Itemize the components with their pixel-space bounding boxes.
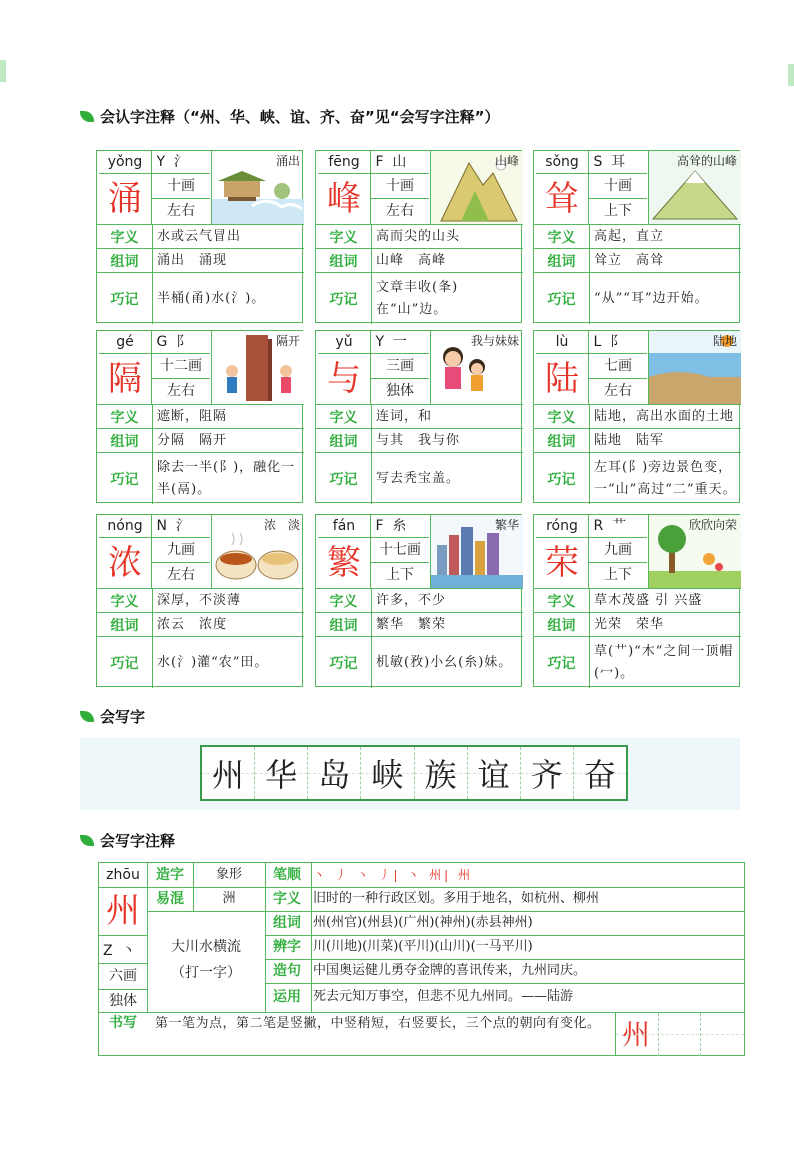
- card-strokes: 十画: [371, 174, 429, 199]
- card-pinyin: fēng: [318, 151, 371, 174]
- card-picture-caption: 陆地: [712, 334, 737, 348]
- label-distinguish: 辨字: [273, 939, 301, 955]
- card-header: [534, 331, 741, 404]
- card-header: [534, 515, 741, 588]
- card-pinyin: nóng: [99, 515, 152, 538]
- card-tip: 机敏(敄)小幺(糸)妹。: [376, 654, 513, 670]
- card-header: [316, 151, 523, 224]
- detail-words: 州(州官)(州县)(广州)(神州)(赤县神州): [313, 915, 533, 930]
- detail-structure: 独体: [109, 993, 137, 1009]
- detail-meaning: 旧时的一种行政区划。多用于地名，如杭州、柳州: [313, 891, 600, 906]
- label-tip: 巧记: [97, 637, 153, 688]
- card-picture-caption: 繁华: [494, 518, 519, 532]
- write-char: 族: [424, 756, 457, 794]
- page-edge-mark-left: [0, 60, 6, 82]
- card-meaning-row: [316, 404, 523, 429]
- card-structure: 左右: [386, 203, 414, 219]
- label-tip: 巧记: [97, 453, 153, 504]
- char-card-涌: [96, 150, 303, 323]
- write-char: 奋: [583, 756, 616, 794]
- card-meaning: 陆地，高出水面的土地: [594, 409, 735, 424]
- card-letter: L: [593, 334, 602, 350]
- label-tip: 巧记: [534, 637, 590, 688]
- card-radical: 一: [392, 334, 407, 350]
- write-char: 峡: [371, 756, 404, 794]
- write-char-cell: [415, 747, 468, 799]
- label-words: 组词: [316, 429, 372, 453]
- card-words: 浓云 浓度: [157, 617, 228, 632]
- section-title-write-notes: [80, 830, 175, 851]
- card-header: [534, 151, 741, 224]
- card-tip-row: [97, 452, 304, 504]
- card-tip: “从”“耳”边开始。: [594, 290, 709, 306]
- card-pinyin: yǒng: [99, 151, 152, 174]
- card-tip: 写去秃宝盖。: [376, 470, 461, 486]
- label-confuse: 易混: [156, 891, 184, 907]
- mountain-icon: [430, 151, 523, 224]
- card-meaning-row: [534, 224, 741, 249]
- card-structure: 上下: [386, 567, 414, 583]
- card-meaning: 水或云气冒出: [157, 229, 242, 244]
- card-tip: 除去一半(阝)，融化一半(鬲)。: [157, 459, 296, 497]
- card-words-row: [316, 612, 523, 637]
- card-pinyin: yǔ: [318, 331, 371, 354]
- card-meaning: 遮断，阻隔: [157, 409, 228, 424]
- card-tip-row: [316, 272, 523, 324]
- card-picture-caption: 欣欣向荣: [688, 518, 737, 532]
- card-header: [316, 331, 523, 404]
- kids-icon: [430, 331, 523, 404]
- detail-stroke-order: 丶 丿 丶 丿| 丶 州| 州: [313, 868, 473, 882]
- card-radical: 耳: [611, 154, 626, 170]
- card-words-row: [97, 612, 304, 637]
- label-meaning: 字义: [316, 225, 372, 249]
- card-words: 与其 我与你: [376, 433, 461, 448]
- land-icon: [648, 331, 741, 404]
- card-structure: 上下: [604, 567, 632, 583]
- write-char: 岛: [318, 756, 351, 794]
- card-picture-caption: 我与妹妹: [470, 334, 519, 348]
- card-words-row: [97, 428, 304, 453]
- card-character: 峰: [318, 174, 371, 224]
- detail-strokes: 六画: [109, 968, 137, 984]
- card-strokes: 十二画: [152, 354, 210, 379]
- card-meaning: 深厚，不淡薄: [157, 593, 242, 608]
- card-meaning: 连词，和: [376, 409, 433, 424]
- card-radical: 山: [392, 154, 407, 170]
- detail-usage: 死去元知万事空，但悲不见九州同。——陆游: [313, 989, 574, 1004]
- card-radical: 氵: [175, 518, 190, 534]
- card-tip: 左耳(阝)旁边景色变，一“山”高过“二”重天。: [594, 459, 737, 497]
- card-character: 隔: [99, 354, 152, 404]
- card-index: [371, 151, 429, 174]
- write-char-cell: [308, 747, 361, 799]
- write-char-cell: [521, 747, 574, 799]
- label-meaning: 字义: [97, 225, 153, 249]
- card-strokes: 七画: [589, 354, 647, 379]
- card-meaning: 许多，不少: [376, 593, 447, 608]
- card-picture-caption: 浓 淡: [263, 518, 300, 532]
- label-words: 组词: [534, 613, 590, 637]
- card-tip-row: [316, 636, 523, 688]
- card-structure: 左右: [167, 203, 195, 219]
- label-tip: 巧记: [316, 453, 372, 504]
- label-meaning: 字义: [534, 589, 590, 613]
- card-words: 分隔 隔开: [157, 433, 228, 448]
- card-tip-row: [316, 452, 523, 504]
- card-words-row: [534, 428, 741, 453]
- card-index: [371, 331, 429, 354]
- write-char-cell: [202, 747, 255, 799]
- label-tip: 巧记: [316, 637, 372, 688]
- card-letter: G: [156, 334, 168, 350]
- card-meaning-row: [316, 224, 523, 249]
- write-char-cell: [361, 747, 414, 799]
- char-card-陆: [533, 330, 740, 503]
- card-tip-row: [97, 636, 304, 688]
- label-words: 组词: [97, 613, 153, 637]
- label-meaning: 字义: [97, 589, 153, 613]
- write-char-cell: [574, 747, 626, 799]
- label-write: 书写: [109, 1015, 137, 1031]
- card-meaning: 高起，直立: [594, 229, 665, 244]
- char-card-隔: [96, 330, 303, 503]
- practice-character: 州: [621, 1018, 650, 1051]
- write-char: 州: [212, 756, 245, 794]
- write-char: 华: [265, 756, 298, 794]
- write-char-cell: [468, 747, 521, 799]
- card-tip: 水(氵)灌“农”田。: [157, 654, 269, 670]
- char-card-耸: [533, 150, 740, 323]
- card-letter: F: [375, 518, 384, 534]
- card-letter: Y: [156, 154, 166, 170]
- card-tip-row: [534, 636, 741, 688]
- detail-confuse: 洲: [222, 891, 236, 906]
- card-index: [589, 331, 647, 354]
- card-index: [589, 151, 647, 174]
- card-structure: 左右: [167, 567, 195, 583]
- card-pinyin: lù: [536, 331, 589, 354]
- card-meaning-row: [316, 588, 523, 613]
- card-tip: 半桶(甬)水(氵)。: [157, 290, 266, 306]
- detail-riddle-line1: 大川水横流: [171, 939, 241, 955]
- label-words: 组词: [316, 613, 372, 637]
- section-title-text: 会写字注释: [100, 832, 176, 850]
- card-letter: N: [156, 518, 167, 534]
- detail-distinguish: 川(川地)(川菜)(平川)(山川)(一马平川): [313, 939, 533, 954]
- card-structure: 左右: [167, 383, 195, 399]
- tea-icon: [211, 515, 304, 588]
- card-tip-row: [534, 272, 741, 324]
- label-words: 组词: [97, 249, 153, 273]
- label-meaning: 字义: [534, 405, 590, 429]
- detail-character: 州: [106, 891, 140, 931]
- card-words-row: [534, 248, 741, 273]
- card-letter: S: [593, 154, 603, 170]
- label-meaning: 字义: [273, 891, 301, 907]
- detail-index: [103, 939, 147, 963]
- write-characters-grid: [200, 745, 628, 801]
- label-words: 组词: [316, 249, 372, 273]
- card-letter: F: [375, 154, 384, 170]
- tree-icon: [648, 515, 741, 588]
- detail-letter: Z: [103, 943, 113, 959]
- card-meaning-row: [97, 224, 304, 249]
- card-picture-caption: 涌出: [275, 154, 300, 168]
- card-header: [97, 331, 304, 404]
- card-radical: 糸: [392, 518, 407, 534]
- card-strokes: 九画: [152, 538, 210, 563]
- card-meaning: 高而尖的山头: [376, 229, 461, 244]
- label-meaning: 字义: [97, 405, 153, 429]
- page-edge-mark-right: [788, 64, 794, 86]
- card-character: 荣: [536, 538, 589, 588]
- write-char: 谊: [477, 756, 510, 794]
- detail-radical: 丶: [121, 943, 136, 959]
- label-order: 笔顺: [273, 867, 301, 883]
- label-tip: 巧记: [534, 453, 590, 504]
- card-structure: 独体: [386, 383, 414, 399]
- detail-write-tip: 第一笔为点，第二笔是竖撇，中竖稍短，右竖要长，三个点的朝向有变化。: [155, 1016, 601, 1031]
- label-tip: 巧记: [316, 273, 372, 324]
- card-pinyin: róng: [536, 515, 589, 538]
- card-strokes: 三画: [371, 354, 429, 379]
- card-strokes: 十七画: [371, 538, 429, 563]
- char-card-浓: [96, 514, 303, 687]
- card-header: [97, 151, 304, 224]
- card-structure: 左右: [604, 383, 632, 399]
- card-words-row: [97, 248, 304, 273]
- card-character: 与: [318, 354, 371, 404]
- card-radical: 氵: [173, 154, 188, 170]
- card-radical: 阝: [610, 334, 625, 350]
- card-index: [371, 515, 429, 538]
- detail-origin: 象形: [215, 867, 242, 882]
- char-card-峰: [315, 150, 522, 323]
- card-index: [589, 515, 647, 538]
- peak-icon: [648, 151, 741, 224]
- card-words-row: [316, 428, 523, 453]
- section-title-recognize: [80, 106, 499, 127]
- card-radical: 艹: [612, 518, 627, 534]
- wall-icon: [211, 331, 304, 404]
- card-meaning-row: [97, 404, 304, 429]
- detail-sentence: 中国奥运健儿勇夺金牌的喜讯传来，九州同庆。: [313, 963, 587, 978]
- card-pinyin: fán: [318, 515, 371, 538]
- card-tip-row: [534, 452, 741, 504]
- card-letter: Y: [375, 334, 385, 350]
- label-usage: 运用: [273, 989, 301, 1005]
- card-header: [316, 515, 523, 588]
- card-tip-row: [97, 272, 304, 324]
- character-detail-table: [98, 862, 745, 1056]
- leaf-icon: [80, 111, 94, 122]
- card-picture-caption: 隔开: [275, 334, 300, 348]
- write-char: 齐: [530, 756, 563, 794]
- card-character: 涌: [99, 174, 152, 224]
- card-pinyin: gé: [99, 331, 152, 354]
- practice-grid: [615, 1013, 743, 1056]
- label-words: 组词: [534, 429, 590, 453]
- card-strokes: 十画: [152, 174, 210, 199]
- card-character: 繁: [318, 538, 371, 588]
- pavilion-icon: [211, 151, 304, 224]
- char-card-繁: [315, 514, 522, 687]
- leaf-icon: [80, 711, 94, 722]
- card-index: [152, 331, 210, 354]
- card-words: 陆地 陆军: [594, 433, 665, 448]
- label-sentence: 造句: [273, 963, 301, 979]
- label-meaning: 字义: [316, 589, 372, 613]
- card-picture-caption: 高耸的山峰: [676, 154, 737, 168]
- card-meaning-row: [534, 588, 741, 613]
- label-origin: 造字: [156, 867, 184, 883]
- card-words: 繁华 繁荣: [376, 617, 447, 632]
- char-card-荣: [533, 514, 740, 687]
- leaf-icon: [80, 835, 94, 846]
- card-character: 陆: [536, 354, 589, 404]
- card-picture-caption: 山峰: [494, 154, 519, 168]
- label-words: 组词: [97, 429, 153, 453]
- card-character: 浓: [99, 538, 152, 588]
- card-words: 山峰 高峰: [376, 253, 447, 268]
- card-strokes: 九画: [589, 538, 647, 563]
- card-tip: 草(艹)“木”之间一顶帽(冖)。: [594, 643, 734, 681]
- detail-pinyin: zhōu: [106, 867, 140, 883]
- card-character: 耸: [536, 174, 589, 224]
- label-meaning: 字义: [534, 225, 590, 249]
- detail-riddle-line2: （打一字）: [171, 965, 241, 981]
- label-tip: 巧记: [97, 273, 153, 324]
- write-char-cell: [255, 747, 308, 799]
- section-title-text: 会认字注释: [100, 108, 176, 126]
- card-index: [152, 515, 210, 538]
- city-icon: [430, 515, 523, 588]
- card-words: 耸立 高耸: [594, 253, 665, 268]
- char-card-与: [315, 330, 522, 503]
- card-words: 光荣 荣华: [594, 617, 665, 632]
- card-radical: 阝: [176, 334, 191, 350]
- label-words: 组词: [273, 915, 301, 931]
- card-pinyin: sǒng: [536, 151, 589, 174]
- card-meaning: 草木茂盛 引 兴盛: [594, 593, 703, 608]
- card-meaning-row: [534, 404, 741, 429]
- card-words-row: [534, 612, 741, 637]
- label-words: 组词: [534, 249, 590, 273]
- card-strokes: 十画: [589, 174, 647, 199]
- card-index: [152, 151, 210, 174]
- card-header: [97, 515, 304, 588]
- card-tip: 文章丰收(夆)在“山”边。: [376, 279, 459, 317]
- section-title-text: 会写字: [100, 708, 146, 726]
- card-words: 涌出 涌现: [157, 253, 228, 268]
- card-meaning-row: [97, 588, 304, 613]
- card-structure: 上下: [604, 203, 632, 219]
- label-tip: 巧记: [534, 273, 590, 324]
- label-meaning: 字义: [316, 405, 372, 429]
- card-letter: R: [593, 518, 604, 534]
- section-title-note: （“州、华、峡、谊、齐、奋”见“会写字注释”）: [175, 108, 500, 126]
- section-title-write: [80, 706, 145, 727]
- card-words-row: [316, 248, 523, 273]
